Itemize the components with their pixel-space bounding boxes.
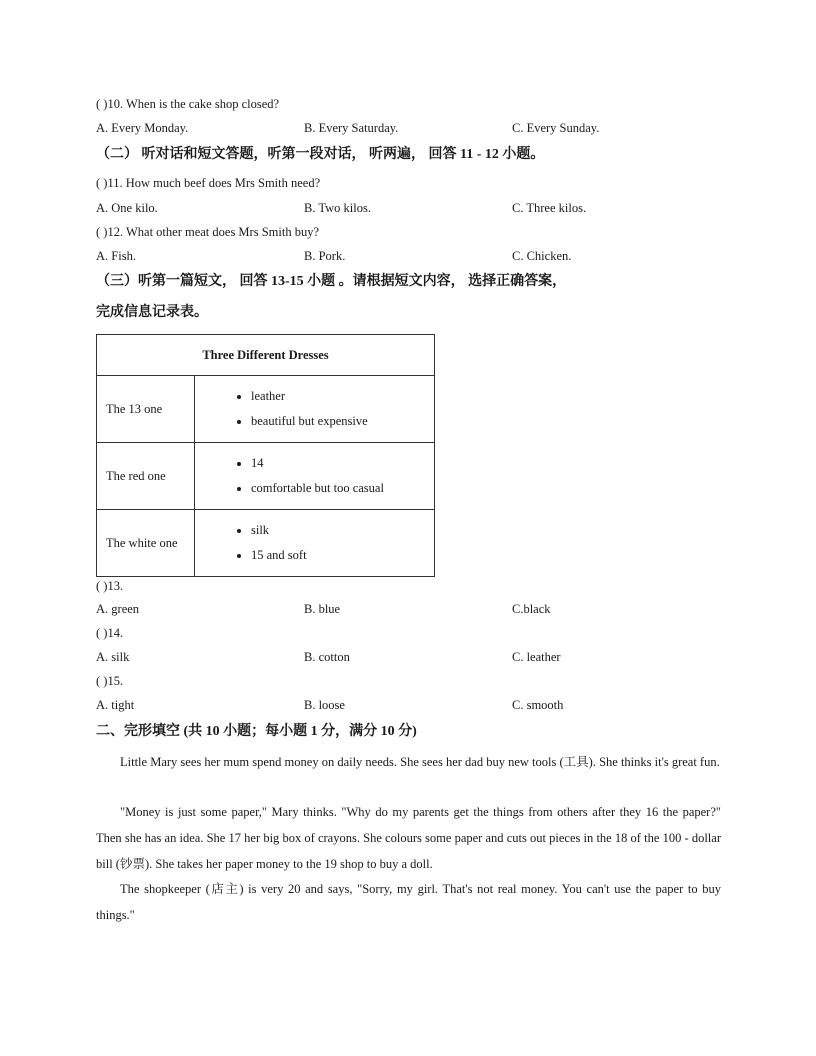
part-2-title: 二、完形填空 (共 10 小题；每小题 1 分，满分 10 分) <box>96 724 417 739</box>
row-label: The red one <box>97 443 195 510</box>
question-13-stem: ( )13. <box>96 579 124 593</box>
list-item: • leather <box>251 384 434 409</box>
table-title: Three Different Dresses <box>97 335 435 376</box>
question-12-option-a[interactable]: A. Fish. <box>96 249 136 263</box>
passage-paragraph-3: The shopkeeper (店主) is very 20 and says, "Sorry, my girl. That's not real money. You can't use the paper to buy things." <box>96 882 721 922</box>
question-11-stem: ( )11. How much beef does Mrs Smith need? <box>96 176 321 190</box>
list-item: • comfortable but too casual <box>251 476 434 501</box>
section-3-heading-line1: （三）听第一篇短文， 回答 13-15 小题 。请根据短文内容， 选择正确答案， <box>96 274 567 289</box>
list-item: • 15 and soft <box>251 543 434 568</box>
list-item: • 14 <box>251 451 434 476</box>
question-14-option-c[interactable]: C. leather <box>512 650 561 664</box>
question-12-stem: ( )12. What other meat does Mrs Smith buy? <box>96 225 319 239</box>
question-14-stem: ( )14. <box>96 626 124 640</box>
row-items <box>195 443 435 510</box>
question-12-option-c[interactable]: C. Chicken. <box>512 249 572 263</box>
question-11-option-a[interactable]: A. One kilo. <box>96 201 158 215</box>
question-11-option-b[interactable]: B. Two kilos. <box>304 201 371 215</box>
question-13-option-a[interactable]: A. green <box>96 602 140 616</box>
list-item: • silk <box>251 518 434 543</box>
passage-paragraph-1: Little Mary sees her mum spend money on daily needs. She sees her dad buy new tools (工具). She thinks it's great fun. <box>120 755 720 769</box>
question-13-option-c[interactable]: C.black <box>512 602 551 616</box>
table-row <box>97 376 435 443</box>
question-14-option-b[interactable]: B. cotton <box>304 650 350 664</box>
question-15-stem: ( )15. <box>96 674 124 688</box>
question-15-option-a[interactable]: A. tight <box>96 698 135 712</box>
list-item: • beautiful but expensive <box>251 409 434 434</box>
question-12-option-b[interactable]: B. Pork. <box>304 249 346 263</box>
question-10-option-c[interactable]: C. Every Sunday. <box>512 121 600 135</box>
row-items <box>195 376 435 443</box>
question-15-option-b[interactable]: B. loose <box>304 698 345 712</box>
dress-info-table <box>96 334 435 577</box>
question-11-option-c[interactable]: C. Three kilos. <box>512 201 587 215</box>
question-13-option-b[interactable]: B. blue <box>304 602 341 616</box>
table-row <box>97 443 435 510</box>
section-3-heading-line2: 完成信息记录表。 <box>96 305 208 320</box>
question-10-stem: ( )10. When is the cake shop closed? <box>96 97 280 111</box>
row-label: The white one <box>97 510 195 577</box>
question-10-option-a[interactable]: A. Every Monday. <box>96 121 189 135</box>
question-14-option-a[interactable]: A. silk <box>96 650 130 664</box>
section-2-heading: （二） 听对话和短文答题，听第一段对话， 听两遍， 回答 11 - 12 小题。 <box>96 147 545 162</box>
passage-paragraph-2: "Money is just some paper," Mary thinks. "Why do my parents get the things from others after they 16 the paper?" Then she has an idea. She 17 her big box of crayons. She colours some paper and cuts out pieces in the 18 of the 100 - dollar bill (钞票). She takes her paper money to the 19 shop to buy a doll. <box>96 805 721 871</box>
table-row <box>97 510 435 577</box>
question-10-option-b[interactable]: B. Every Saturday. <box>304 121 399 135</box>
row-label: The 13 one <box>97 376 195 443</box>
row-items <box>195 510 435 577</box>
question-15-option-c[interactable]: C. smooth <box>512 698 564 712</box>
